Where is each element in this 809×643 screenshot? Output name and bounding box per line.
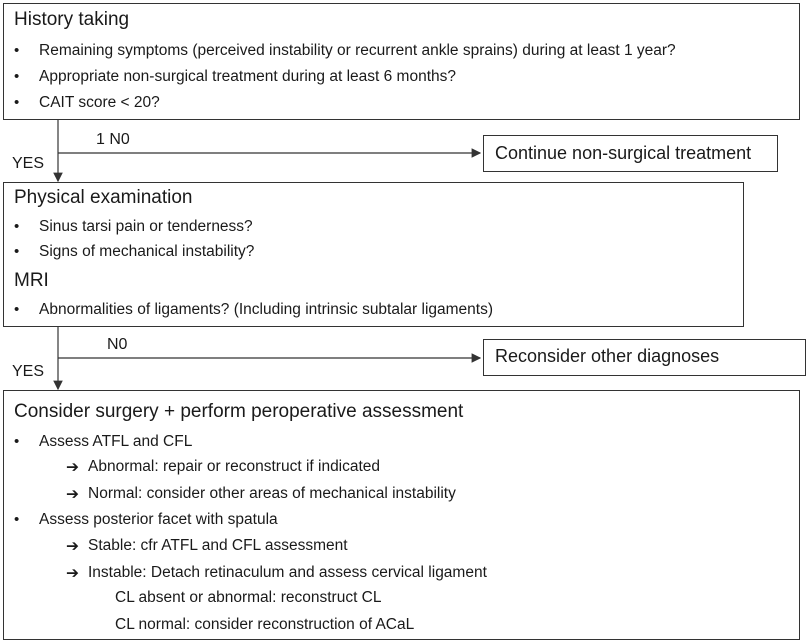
surgery-box bbox=[3, 390, 800, 640]
reconsider-diagnoses-text: Reconsider other diagnoses bbox=[495, 346, 720, 366]
bullet: • bbox=[14, 42, 20, 59]
history-item: Appropriate non-surgical treatment during at least 6 months? bbox=[39, 68, 457, 85]
arrow-right-icon: ➔ bbox=[66, 486, 79, 503]
history-item: CAIT score < 20? bbox=[39, 94, 160, 111]
continue-nonsurgical-text: Continue non-surgical treatment bbox=[495, 143, 752, 163]
bullet: • bbox=[14, 433, 20, 450]
bullet: • bbox=[14, 301, 20, 318]
mri-title: MRI bbox=[14, 270, 49, 291]
mri-item: Abnormalities of ligaments? (Including intrinsic subtalar ligaments) bbox=[39, 301, 494, 318]
bullet: • bbox=[14, 511, 20, 528]
yes-label-1: YES bbox=[12, 155, 45, 172]
physical-exam-box bbox=[3, 182, 744, 327]
bullet: • bbox=[14, 94, 20, 111]
history-taking-box bbox=[3, 3, 800, 120]
history-taking-title: History taking bbox=[14, 9, 130, 30]
arrow-right-icon: ➔ bbox=[66, 459, 79, 476]
arrow-right-icon: ➔ bbox=[66, 565, 79, 582]
bullet: • bbox=[14, 243, 20, 260]
physical-exam-title: Physical examination bbox=[14, 187, 193, 208]
cl-item: CL absent or abnormal: reconstruct CL bbox=[115, 589, 382, 606]
bullet: • bbox=[14, 68, 20, 85]
assess1-sub-item: Normal: consider other areas of mechanical instability bbox=[88, 485, 456, 502]
reconsider-diagnoses-box bbox=[483, 339, 806, 376]
continue-nonsurgical-box bbox=[483, 135, 778, 172]
bullet: • bbox=[14, 218, 20, 235]
assess-posterior-facet: Assess posterior facet with spatula bbox=[39, 511, 278, 528]
no-label-2: N0 bbox=[107, 336, 128, 353]
no-label-1: 1 N0 bbox=[96, 131, 130, 148]
cl-item: CL normal: consider reconstruction of ACaL bbox=[115, 616, 415, 633]
assess2-sub-item: Stable: cfr ATFL and CFL assessment bbox=[88, 537, 348, 554]
surgery-title: Consider surgery + perform peroperative assessment bbox=[14, 401, 464, 422]
arrow-right-icon: ➔ bbox=[66, 538, 79, 555]
assess-atfl-cfl: Assess ATFL and CFL bbox=[39, 433, 193, 450]
physical-item: Sinus tarsi pain or tenderness? bbox=[39, 218, 253, 235]
yes-label-2: YES bbox=[12, 363, 45, 380]
assess1-sub-item: Abnormal: repair or reconstruct if indicated bbox=[88, 458, 381, 475]
history-item: Remaining symptoms (perceived instability or recurrent ankle sprains) during at least 1 year? bbox=[39, 42, 676, 59]
assess2-sub-item: Instable: Detach retinaculum and assess cervical ligament bbox=[88, 564, 487, 581]
physical-item: Signs of mechanical instability? bbox=[39, 243, 255, 260]
